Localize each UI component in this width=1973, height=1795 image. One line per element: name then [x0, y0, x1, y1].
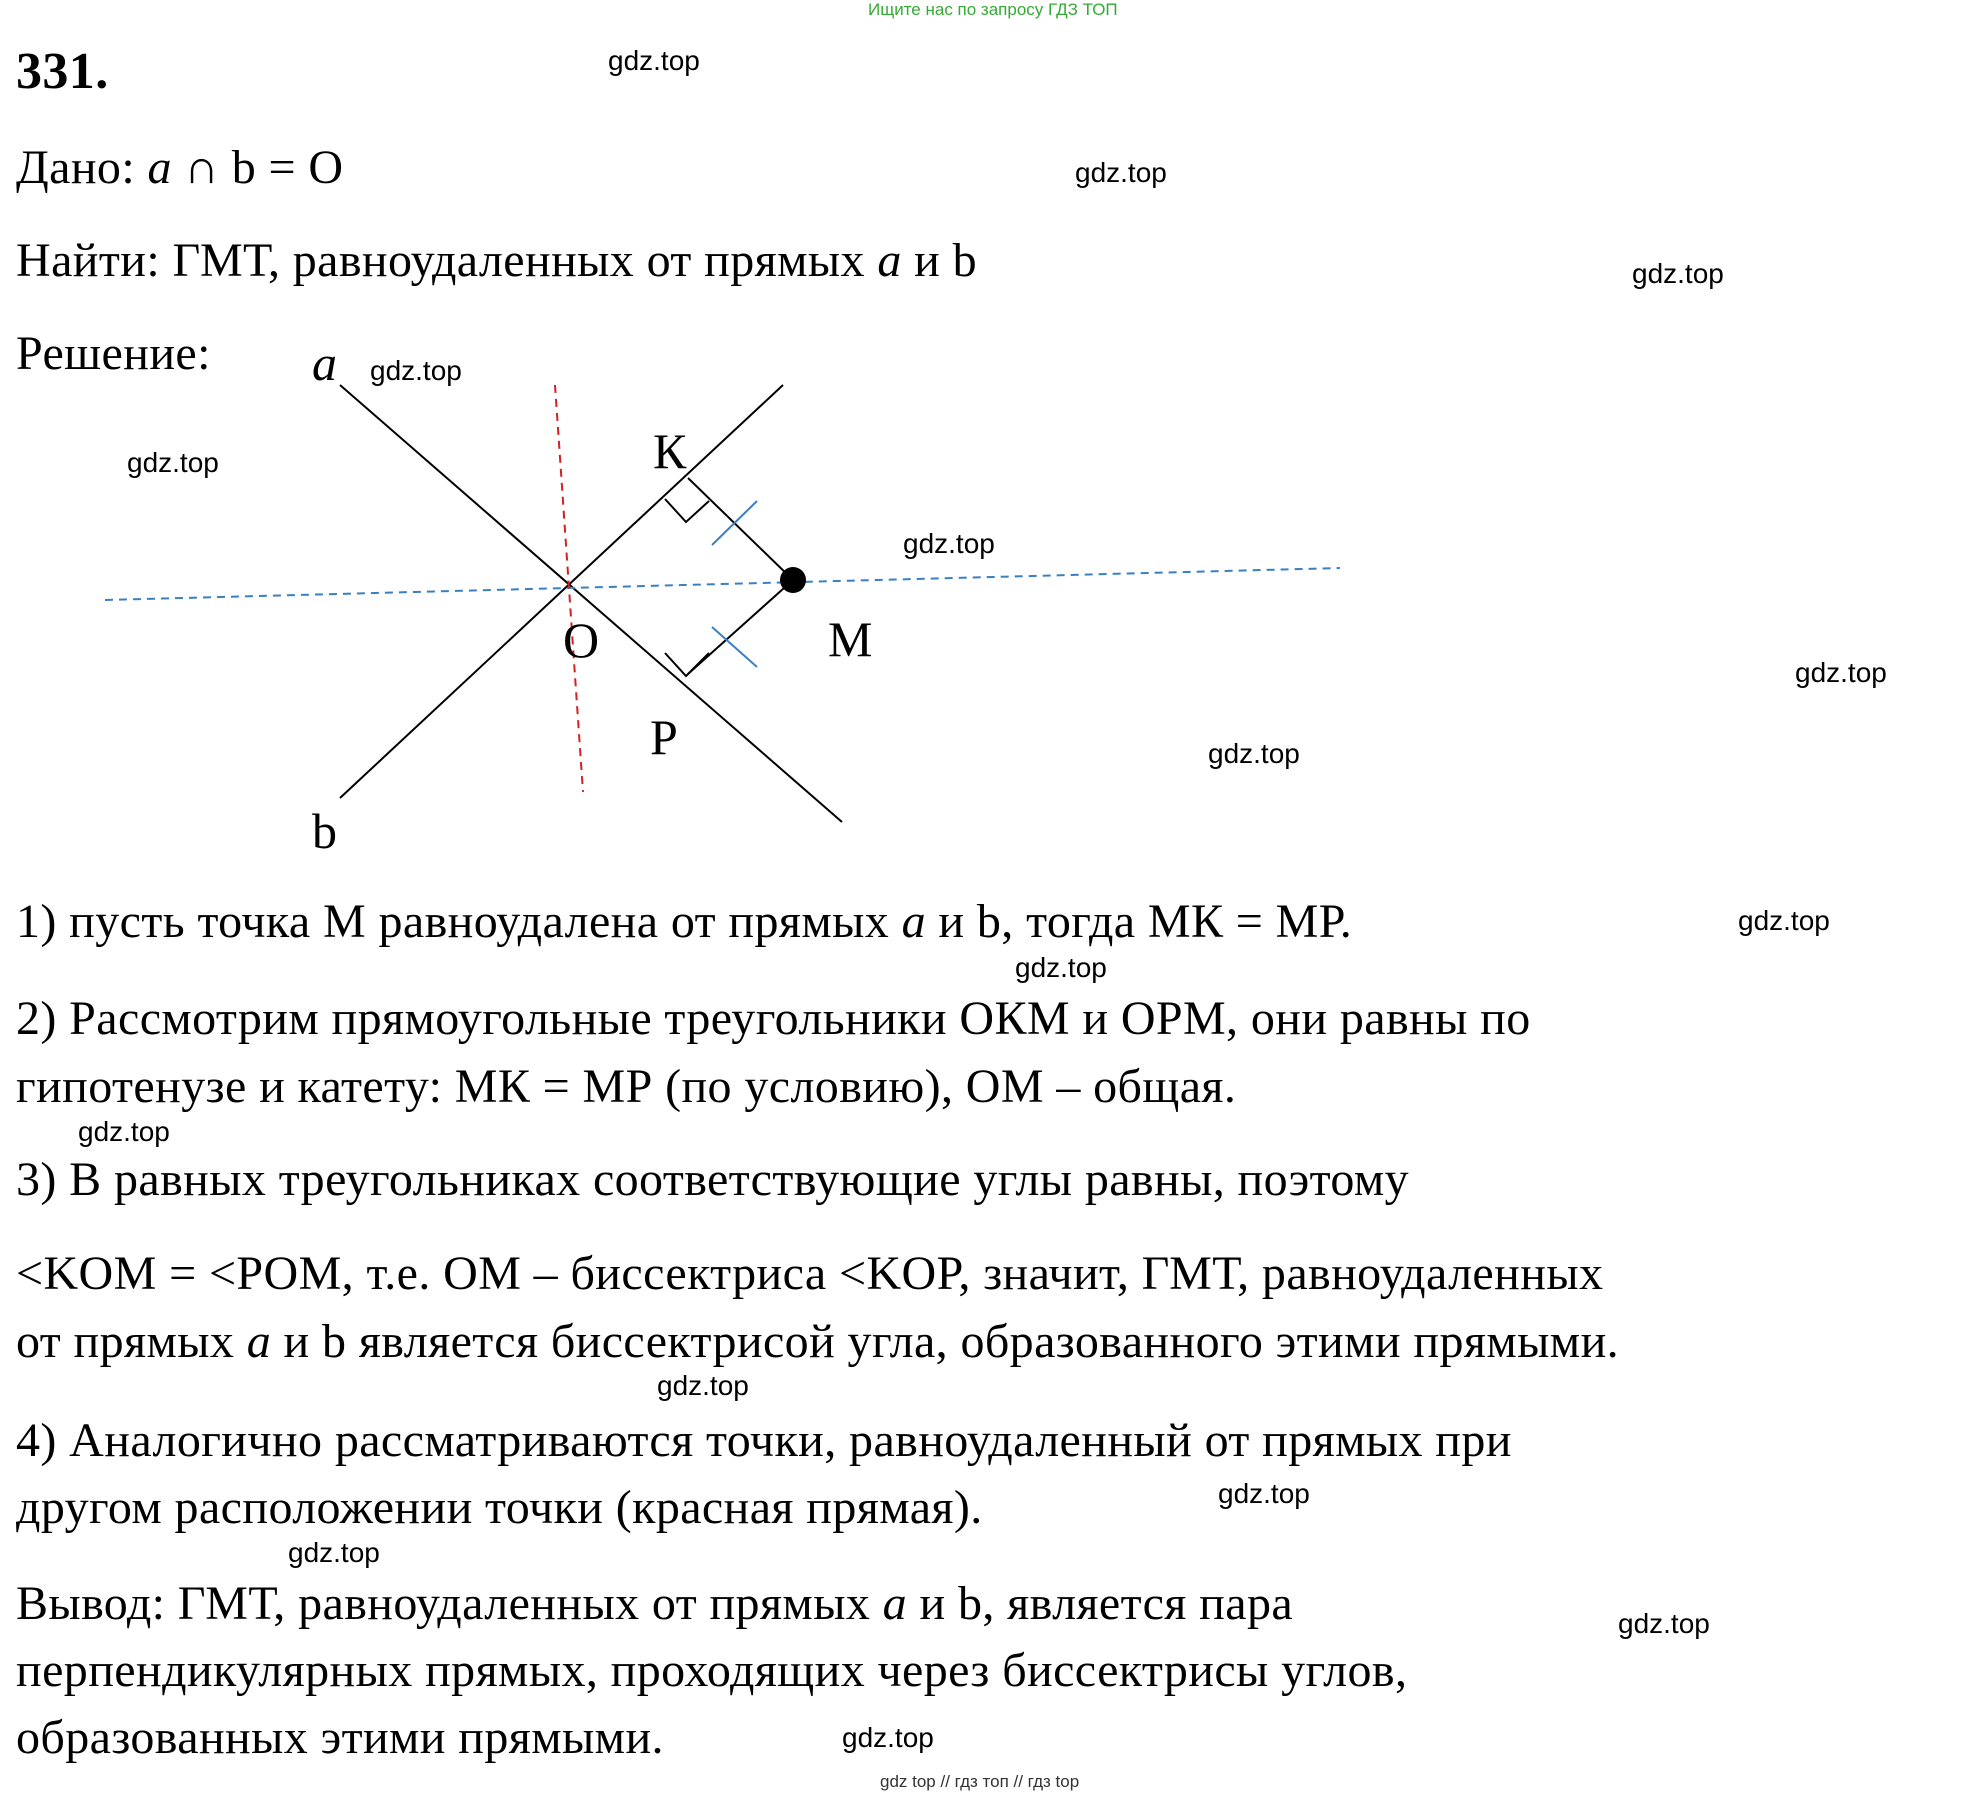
- step-1-var-a: a: [901, 895, 927, 948]
- conclusion-text-a: Вывод: ГМТ, равноудаленных от прямых: [16, 1577, 883, 1630]
- watermark: gdz.top: [288, 1537, 380, 1568]
- step-3-line-2: <KOM = <POM, т.е. OM – биссектриса <KOP, значит, ГМТ, равноудаленных: [16, 1247, 1604, 1300]
- step-4-line-2: другом расположении точки (красная прямая).: [16, 1481, 983, 1534]
- given-var-a: a: [147, 141, 172, 194]
- label-point-O: О: [563, 612, 600, 668]
- watermark: gdz.top: [1632, 258, 1724, 289]
- watermark: gdz.top: [127, 447, 219, 478]
- watermark: gdz.top: [1738, 905, 1830, 936]
- step-1-text-b: и b, тогда МК = МР.: [926, 895, 1353, 948]
- watermark: gdz.top: [657, 1370, 749, 1401]
- problem-number: 331.: [16, 43, 109, 100]
- conclusion-var-a: a: [882, 1577, 908, 1630]
- point-M: [780, 567, 806, 593]
- step-3-line-1: 3) В равных треугольниках соответствующие углы равны, поэтому: [16, 1153, 1410, 1206]
- label-point-K: К: [653, 423, 687, 479]
- right-angle-mark-K: [665, 499, 709, 522]
- step-3-line-3: [16, 1315, 1620, 1368]
- watermark: gdz.top: [78, 1116, 170, 1147]
- label-line-a: a: [312, 335, 337, 391]
- step-3-var-a: a: [246, 1315, 272, 1368]
- conclusion-line-3: образованных этими прямыми.: [16, 1711, 664, 1764]
- step-4-line-1: 4) Аналогично рассматриваются точки, равноудаленный от прямых при: [16, 1414, 1512, 1467]
- find-rest: и b: [901, 234, 978, 287]
- label-line-b: b: [312, 803, 337, 859]
- watermark: gdz.top: [1795, 657, 1887, 688]
- step-3-line-3-b: и b является биссектрисой угла, образованного этими прямыми.: [271, 1315, 1620, 1368]
- solution-label: Решение:: [16, 327, 211, 380]
- step-1: [16, 895, 1353, 948]
- blue-bisector-line: [105, 568, 1340, 600]
- label-point-M: М: [828, 611, 873, 667]
- segment-MP: [688, 580, 793, 674]
- find-prefix: Найти: ГМТ, равноудаленных от прямых: [16, 234, 878, 287]
- conclusion-line-2: перпендикулярных прямых, проходящих через биссектрисы углов,: [16, 1644, 1408, 1697]
- step-2-line-2: гипотенузе и катету: МК = МР (по условию), ОМ – общая.: [16, 1060, 1237, 1113]
- step-3-line-3-a: от прямых: [16, 1315, 247, 1368]
- watermark: gdz.top: [1075, 157, 1167, 188]
- top-search-tag: Ищите нас по запросу ГДЗ ТОП: [868, 0, 1118, 19]
- watermark: gdz.top: [1208, 738, 1300, 769]
- watermark: gdz.top: [842, 1722, 934, 1753]
- given-rest: ∩ b = O: [171, 141, 344, 194]
- segment-MK: [688, 478, 793, 580]
- conclusion-line-1: [16, 1577, 1294, 1630]
- label-point-P: Р: [650, 709, 678, 765]
- bottom-tag: gdz top // гдз топ // гдз top: [880, 1772, 1080, 1791]
- conclusion-text-b: и b, является пара: [907, 1577, 1294, 1630]
- find-var-a: a: [877, 234, 902, 287]
- watermark: gdz.top: [608, 45, 700, 76]
- watermark: gdz.top: [370, 355, 462, 386]
- step-1-text-a: 1) пусть точка М равноудалена от прямых: [16, 895, 902, 948]
- watermark: gdz.top: [1015, 952, 1107, 983]
- step-2-line-1: 2) Рассмотрим прямоугольные треугольники ОКМ и ОРМ, они равны по: [16, 992, 1531, 1045]
- watermark: gdz.top: [1218, 1478, 1310, 1509]
- watermark: gdz.top: [1618, 1608, 1710, 1639]
- given-prefix: Дано:: [16, 141, 148, 194]
- watermark: gdz.top: [903, 528, 995, 559]
